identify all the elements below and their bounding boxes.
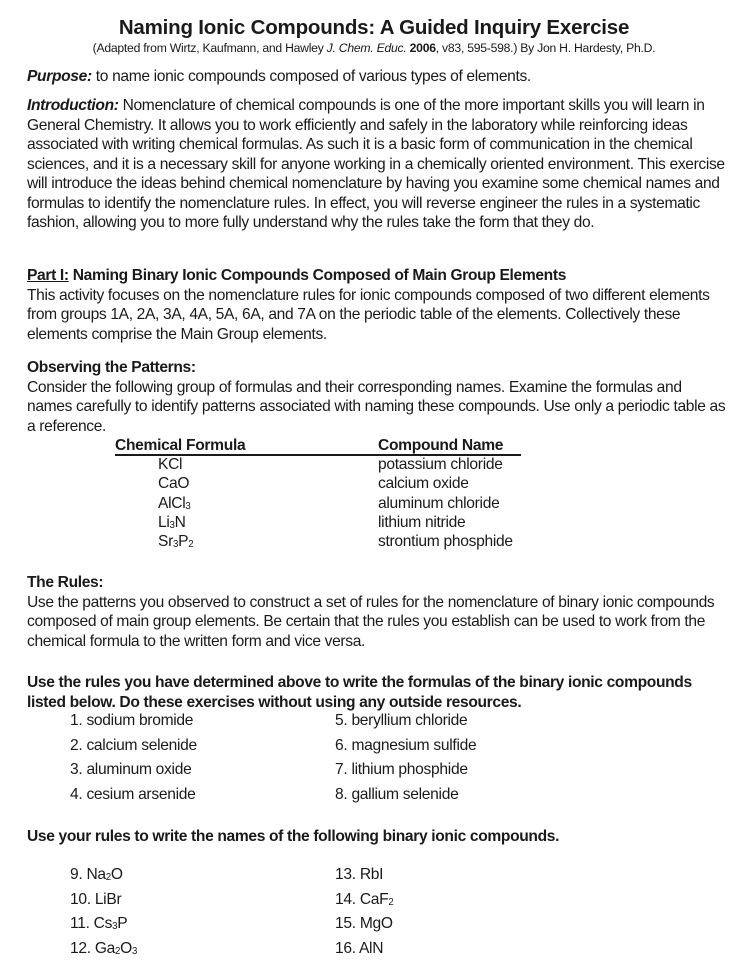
- purpose-text: to name ionic compounds composed of various types of elements.: [91, 68, 531, 85]
- exercise-number: 16.: [335, 939, 359, 957]
- purpose-label: Purpose:: [27, 68, 92, 85]
- exercise-item: [70, 940, 137, 958]
- part1-heading: [27, 266, 727, 286]
- exercise-formula: [94, 915, 128, 932]
- chemical-formula-cell: [158, 475, 189, 493]
- exercise-item: [335, 915, 393, 933]
- exercise-number: 4.: [70, 785, 87, 803]
- formula-symbol: O: [120, 939, 132, 957]
- exercise-number: 13.: [335, 866, 360, 883]
- exercise-compound-name: beryllium chloride: [351, 712, 468, 729]
- chemical-formula-cell: [158, 456, 182, 474]
- formula-symbol: Ga: [94, 939, 116, 957]
- exercise-item: [70, 866, 123, 884]
- formula-symbol: AlCl: [158, 494, 186, 512]
- chemical-formula-cell: [158, 514, 186, 532]
- compound-name-cell: strontium phosphide: [378, 533, 513, 551]
- formula-symbol: P: [178, 533, 189, 551]
- subtitle-year: 2006: [409, 41, 436, 55]
- introduction-section: [27, 96, 727, 233]
- formula-symbol: Li: [158, 513, 170, 531]
- observing-text: Consider the following group of formulas and their corresponding names. Examine the formulas and names carefully to identify patterns associated with naming these compounds. Use only a periodic table as a reference.: [27, 378, 726, 435]
- formula-subscript: 2: [388, 896, 394, 908]
- exercise-formula: [95, 940, 137, 957]
- formula-name-table: [115, 437, 525, 552]
- exercise-item: [335, 866, 383, 884]
- exercise-number: 11.: [70, 915, 94, 933]
- exercise-compound-name: cesium arsenide: [86, 785, 196, 803]
- exercise-number: 9.: [70, 866, 87, 883]
- formula-symbol: O: [110, 866, 123, 883]
- formula-symbol: Na: [86, 866, 106, 883]
- part1-section: [27, 266, 727, 344]
- exercise-compound-name: sodium bromide: [86, 712, 194, 729]
- column-header-name: Compound Name: [378, 437, 504, 454]
- formula-symbol: Cs: [93, 915, 113, 933]
- observing-heading: Observing the Patterns:: [27, 359, 196, 376]
- exercise-number: 3.: [70, 761, 87, 779]
- introduction-label: Introduction:: [27, 97, 119, 114]
- part1-text: This activity focuses on the nomenclature rules for ionic compounds composed of two different elements from groups 1A, 2A, 3A, 4A, 5A, 6A, and 7A on the periodic table of the elements. Collectively these elements comprise the Main Group elements.: [27, 286, 710, 343]
- exercise2-instruction: Use your rules to write the names of the following binary ionic compounds.: [27, 828, 560, 845]
- formula-symbol: Sr: [158, 533, 173, 551]
- rules-heading: The Rules:: [27, 574, 104, 591]
- exercise-item: [70, 891, 121, 909]
- table-row: [115, 514, 525, 533]
- subtitle-pre: (Adapted from Wirtz, Kaufmann, and Hawley: [92, 41, 327, 55]
- part1-label: Part I:: [27, 267, 69, 284]
- exercise-item: [70, 915, 127, 933]
- formula-symbol: CaF: [359, 890, 389, 908]
- exercise-formula: [360, 891, 394, 908]
- exercise-number: 10.: [70, 890, 95, 908]
- exercise-number: 8.: [335, 785, 352, 803]
- formula-subscript: 3: [169, 519, 175, 531]
- page-title: Naming Ionic Compounds: A Guided Inquiry Exercise: [118, 16, 630, 39]
- formula-symbol: AlN: [358, 939, 384, 957]
- compound-name-cell: calcium oxide: [378, 475, 469, 493]
- table-row: [115, 533, 525, 552]
- page-subtitle: [0, 41, 748, 55]
- chemical-formula-cell: [158, 533, 193, 551]
- exercise-item: [335, 891, 393, 909]
- exercise-number: 6.: [335, 736, 352, 754]
- exercise-formula: [360, 915, 393, 932]
- exercise-number: 7.: [335, 761, 352, 779]
- column-header-formula: Chemical Formula: [115, 437, 246, 454]
- formula-subscript: 2: [105, 871, 111, 883]
- rules-section: [27, 573, 727, 651]
- exercise-item: [70, 712, 193, 730]
- exercise1-instruction: Use the rules you have determined above to write the formulas of the binary ionic compounds listed below. Do these exercises without using any outside resources.: [27, 674, 692, 711]
- formula-subscript: 3: [173, 539, 179, 551]
- exercise-compound-name: aluminum oxide: [86, 761, 192, 779]
- part1-heading-text: Naming Binary Ionic Compounds Composed of Main Group Elements: [68, 267, 567, 284]
- chemical-formula-cell: [158, 495, 190, 513]
- table-header: [115, 437, 525, 456]
- exercise-number: 15.: [335, 915, 360, 933]
- rules-text: Use the patterns you observed to construct a set of rules for the nomenclature of binary ionic compounds composed of main group elements. Be certain that the rules you establish can be used to work from the chemical formula to the written form and vice versa.: [27, 593, 715, 650]
- exercise-item: [70, 786, 195, 804]
- compound-name-cell: aluminum chloride: [378, 494, 500, 512]
- subtitle-journal: J. Chem. Educ.: [326, 41, 407, 55]
- exercise-number: 12.: [70, 939, 95, 957]
- table-row: [115, 456, 525, 475]
- exercise-number: 1.: [70, 712, 87, 729]
- exercise-compound-name: calcium selenide: [86, 736, 197, 754]
- formula-symbol: MgO: [359, 915, 393, 933]
- exercise-formula: [86, 866, 122, 883]
- subtitle-post: , v83, 595-598.) By Jon H. Hardesty, Ph.D.: [435, 41, 656, 55]
- table-body: [115, 456, 525, 552]
- formula-symbol: RbI: [359, 866, 384, 883]
- exercise-item: [70, 761, 191, 779]
- formula-subscript: 3: [112, 921, 118, 933]
- compound-name-cell: potassium chloride: [378, 456, 503, 473]
- table-row: [115, 475, 525, 494]
- formula-subscript: 3: [131, 945, 138, 957]
- formula-symbol: KCl: [158, 456, 183, 473]
- formula-symbol: P: [117, 915, 128, 933]
- introduction-text: Nomenclature of chemical compounds is one of the more important skills you will learn in General Chemistry. It allows you to work efficiently and safely in the laboratory while reinforcing ideas associated with writing chemical formulas. As such it is a basic form of communication in the chemical sciences, and it is a necessary skill for anyone working in a chemically oriented environment. This exercise will introduce the ideas behind chemical nomenclature by having you examine some chemical names and formulas to identify the nomenclature rules. In effect, you will reverse engineer the rules in a systematic fashion, allowing you to more fully understand why the rules take the form that they do.: [27, 97, 725, 231]
- exercise-number: 14.: [335, 890, 360, 908]
- formula-subscript: 2: [188, 539, 194, 551]
- exercise-item: [335, 737, 476, 755]
- compound-name-cell: lithium nitride: [378, 513, 466, 531]
- exercise-formula: [359, 940, 383, 957]
- exercise-item: [335, 786, 458, 804]
- formula-subscript: 2: [115, 945, 121, 957]
- exercise-item: [335, 940, 383, 958]
- purpose-section: [27, 67, 727, 87]
- exercise-formula: [95, 891, 122, 908]
- exercise-number: 2.: [70, 736, 87, 754]
- exercise-item: [335, 712, 467, 730]
- formula-symbol: LiBr: [94, 890, 122, 908]
- formula-subscript: 3: [185, 500, 191, 512]
- exercise-compound-name: lithium phosphide: [351, 761, 468, 779]
- formula-symbol: N: [174, 513, 186, 531]
- exercise-formula: [360, 866, 383, 883]
- exercise-number: 5.: [335, 712, 352, 729]
- observing-section: [27, 358, 727, 436]
- formula-symbol: CaO: [158, 475, 190, 493]
- exercise-item: [70, 737, 197, 755]
- exercise-item: [335, 761, 468, 779]
- exercise-compound-name: magnesium sulfide: [351, 736, 477, 754]
- table-row: [115, 495, 525, 514]
- exercise-compound-name: gallium selenide: [351, 785, 459, 803]
